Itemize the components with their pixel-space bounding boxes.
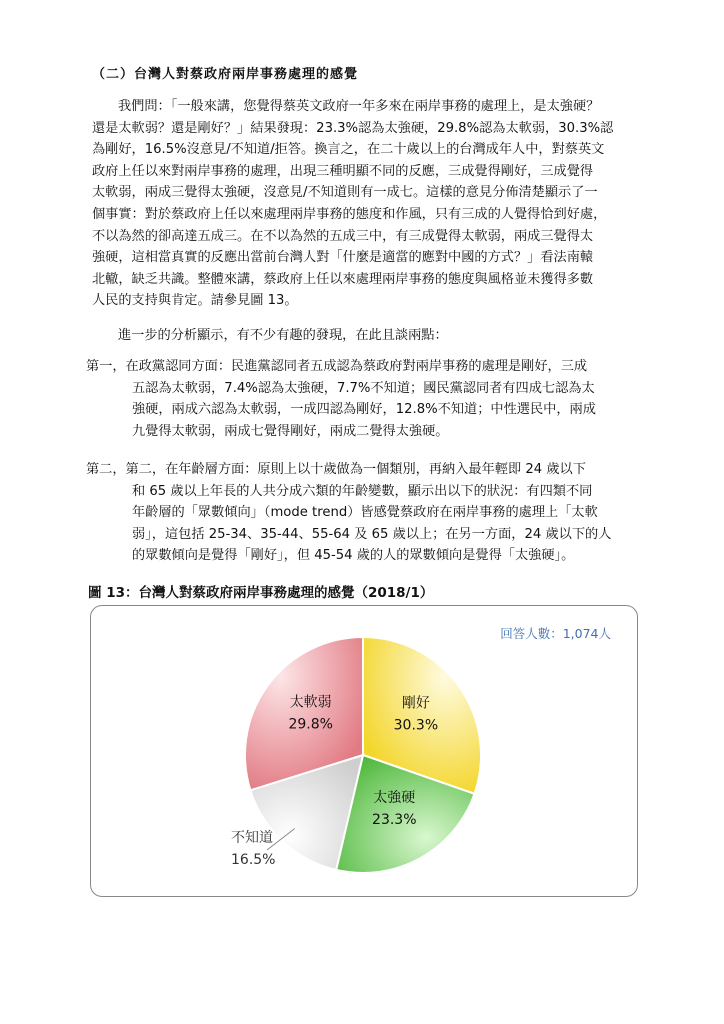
point-line: 的眾數傾向是覺得「剛好」，但 45-54 歲的人的眾數傾向是覺得「太強硬」。 [132, 548, 575, 564]
paragraph-1 [92, 96, 640, 312]
paragraph-line: 人民的支持與肯定。請參見圖 13。 [92, 293, 298, 309]
pie-chart [91, 606, 637, 896]
point-line: 和 65 歲以上年長的人共分成六類的年齡變數，顯示出以下的狀況：有四類不同 [132, 483, 593, 499]
slice-value-label: 23.3% [372, 811, 417, 828]
point-line: 弱」，這包括 25-34、35-44、55-64 及 65 歲以上；在另一方面，24 歲以下的人 [132, 526, 612, 542]
section-heading: （二）台灣人對蔡政府兩岸事務處理的感覺 [92, 67, 359, 82]
point-line: 五認為太軟弱，7.4%認為太強硬，7.7%不知道；國民黨認同者有四成七認為太 [132, 380, 595, 396]
paragraph-line: 不以為然的卻高達五成三。在不以為然的五成三中，有三成覺得太軟弱，兩成三覺得太 [92, 228, 594, 244]
paragraph-line: 我們問：「一般來講，您覺得蔡英文政府一年多來在兩岸事務的處理上，是太強硬？ [118, 99, 600, 114]
figure-caption: 圖 13：台灣人對蔡政府兩岸事務處理的感覺（2018/1） [88, 585, 434, 601]
slice-value-label: 16.5% [231, 852, 276, 868]
slice-value-label: 29.8% [288, 716, 333, 733]
point-one [86, 356, 642, 442]
paragraph-line: 為剛好，16.5%沒意見/不知道/拒答。換言之，在二十歲以上的台灣成年人中，對蔡英文 [92, 142, 605, 158]
paragraph-line: 強硬，這相當真實的反應出當前台灣人對「什麼是適當的應對中國的方式？」看法南轅 [92, 250, 594, 266]
slice-label: 太軟弱 [289, 694, 332, 711]
point-two [86, 459, 642, 567]
point-line: 強硬，兩成六認為太軟弱，一成四認為剛好，12.8%不知道；中性選民中，兩成 [132, 402, 596, 418]
respondent-count: 回答人數：1,074人 [500, 626, 611, 641]
paragraph-line: 政府上任以來對兩岸事務的處理，出現三種明顯不同的反應，三成覺得剛好，三成覺得 [92, 163, 594, 179]
pie-chart-panel [90, 605, 638, 897]
point-line: 第一，在政黨認同方面：民進黨認同者五成認為蔡政府對兩岸事務的處理是剛好，三成 [86, 359, 588, 374]
paragraph-line: 太軟弱，兩成三覺得太強硬，沒意見/不知道則有一成七。這樣的意見分佈清楚顯示了一 [92, 185, 598, 201]
paragraph-line: 進一步的分析顯示，有不少有趣的發現，在此且談兩點： [118, 328, 448, 343]
paragraph-line: 個事實：對於蔡政府上任以來處理兩岸事務的態度和作風，只有三成的人覺得恰到好處， [92, 206, 607, 222]
slice-label: 不知道 [231, 830, 273, 846]
slice-label: 太強硬 [373, 789, 416, 806]
point-line: 第二，第二，在年齡層方面：原則上以十歲做為一個類別，再納入最年輕即 24 歲以下 [86, 462, 586, 477]
paragraph-line: 還是太軟弱？還是剛好？」結果發現：23.3%認為太強硬，29.8%認為太軟弱，30.3%認 [92, 120, 614, 136]
paragraph-line: 北轍，缺乏共識。整體來講，蔡政府上任以來處理兩岸事務的態度與風格並未獲得多數 [92, 271, 594, 287]
point-line: 年齡層的「眾數傾向」（mode trend）皆感覺蔡政府在兩岸事務的處理上「太軟 [132, 505, 598, 521]
paragraph-2 [92, 325, 640, 347]
point-line: 九覺得太軟弱，兩成七覺得剛好，兩成二覺得太強硬。 [132, 423, 449, 439]
slice-label: 剛好 [401, 695, 430, 712]
slice-value-label: 30.3% [393, 717, 439, 734]
